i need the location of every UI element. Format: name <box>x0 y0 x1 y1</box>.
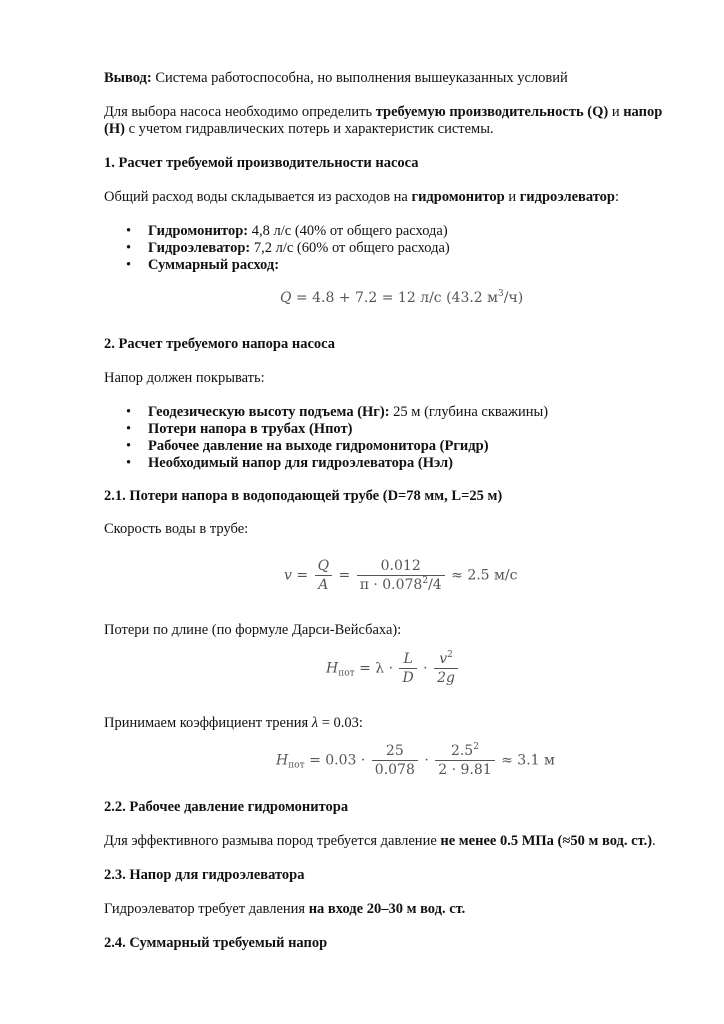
flow-formula: Q = 4.8 + 7.2 = 12 л/с (43.2 $м^3/ч$) <box>280 289 524 306</box>
speed-formula: v = $\frac{Q}{A}$ = $\frac{0.012}{\pi \cdot 0.078^2/4}$ ≈ 2.5 м/с <box>284 558 518 593</box>
section-2-3-heading: 2.3. Напор для гидроэлеватора <box>104 867 305 883</box>
document-page: Вывод: Система работоспособна, но выполнения вышеуказанных условий Для выбора насоса необходимо определить требуемую производительность (Q) и напор (H) с учетом гидравлических потерь и характеристик системы. 1. Расчет требуемой производительности насоса Общий расход воды складывается из расходов на гидромонитор и гидроэлеватор: • Гидромонитор: 4,8 л/с (40% от общего расхода) • Гидроэлеватор: 7,2 л/с (60% от общего расхода) • Суммарный расход: Q = 4.8 + 7.2 = 12 л/с (43.2 $м^3/ч$) 2. Расчет требуемого напора насоса Напор должен покрывать: • Геодезическую высоту подъема (Нг): 25 м (глубина скважины) • Потери напора в трубах (Нпот) • Рабочее давление на выходе гидромонитора (Ргидр) • Необходимый напор для гидроэлеватора (Нэл) 2.1. Потери напора в водоподающей трубе (D=78 мм, L=25 м) Скорость воды в трубе: v = $\frac{Q}{A}$ = $\frac{0.012}{\pi \cdot 0.078^2/4}$ ≈ 2.5 м/с Потери по длине (по формуле Дарси-Вейсбаха): $H_{пот} = \lambda$ · $\frac{L}{D}$ · $\frac{v^2}{2g}$ Принимаем коэффициент трения λ = 0.03: $H_{пот} = 0.03$ · $\frac{25}{0.078}$ · $\frac{2.5^2}{2 \cdot 9.81}$ ≈ 3.1 м 2.2. Рабочее давление гидромонитора Для эффективного размыва пород требуется давление не менее 0.5 МПа (≈50 м вод. ст.). 2.3. Напор для гидроэлеватора Гидроэлеватор требует давления на входе 20–30 м вод. ст. 2.4. Суммарный требуемый напор <box>104 70 663 951</box>
speed-lead: Скорость воды в трубе: <box>104 521 249 537</box>
section-2-2-text: Для эффективного размыва пород требуется давление не менее 0.5 МПа (≈50 м вод. ст.). <box>104 833 656 849</box>
section-1-heading: 1. Расчет требуемой производительности насоса <box>104 155 419 171</box>
conclusion-line: Вывод: Система работоспособна, но выполнения вышеуказанных условий <box>104 70 568 86</box>
section-2-1-heading: 2.1. Потери напора в водоподающей трубе (D=78 мм, L=25 м) <box>104 488 503 504</box>
friction-lead: Принимаем коэффициент трения λ = 0.03: <box>104 715 363 731</box>
section-2-2-heading: 2.2. Рабочее давление гидромонитора <box>104 799 349 815</box>
section-1-lead: Общий расход воды складывается из расходов на гидромонитор и гидроэлеватор: <box>104 189 620 205</box>
darcy-formula: $H_{пот} = \lambda$ · $\frac{L}{D}$ · $\frac{v^2}{2g}$ <box>326 650 460 687</box>
section-2-lead: Напор должен покрывать: <box>104 370 265 386</box>
section-2-4-heading: 2.4. Суммарный требуемый напор <box>104 935 328 951</box>
section-2-heading: 2. Расчет требуемого напора насоса <box>104 336 335 352</box>
loss-lead: Потери по длине (по формуле Дарси-Вейсбаха): <box>104 622 402 638</box>
intro-paragraph: Для выбора насоса необходимо определить требуемую производительность (Q) и напор (H) с учетом гидравлических потерь и характеристик системы. <box>104 104 663 137</box>
loss-calculation: $H_{пот} = 0.03$ · $\frac{25}{0.078}$ · $\frac{2.5^2}{2 \cdot 9.81}$ ≈ 3.1 м <box>276 742 555 778</box>
section-2-3-text: Гидроэлеватор требует давления на входе 20–30 м вод. ст. <box>104 901 466 917</box>
